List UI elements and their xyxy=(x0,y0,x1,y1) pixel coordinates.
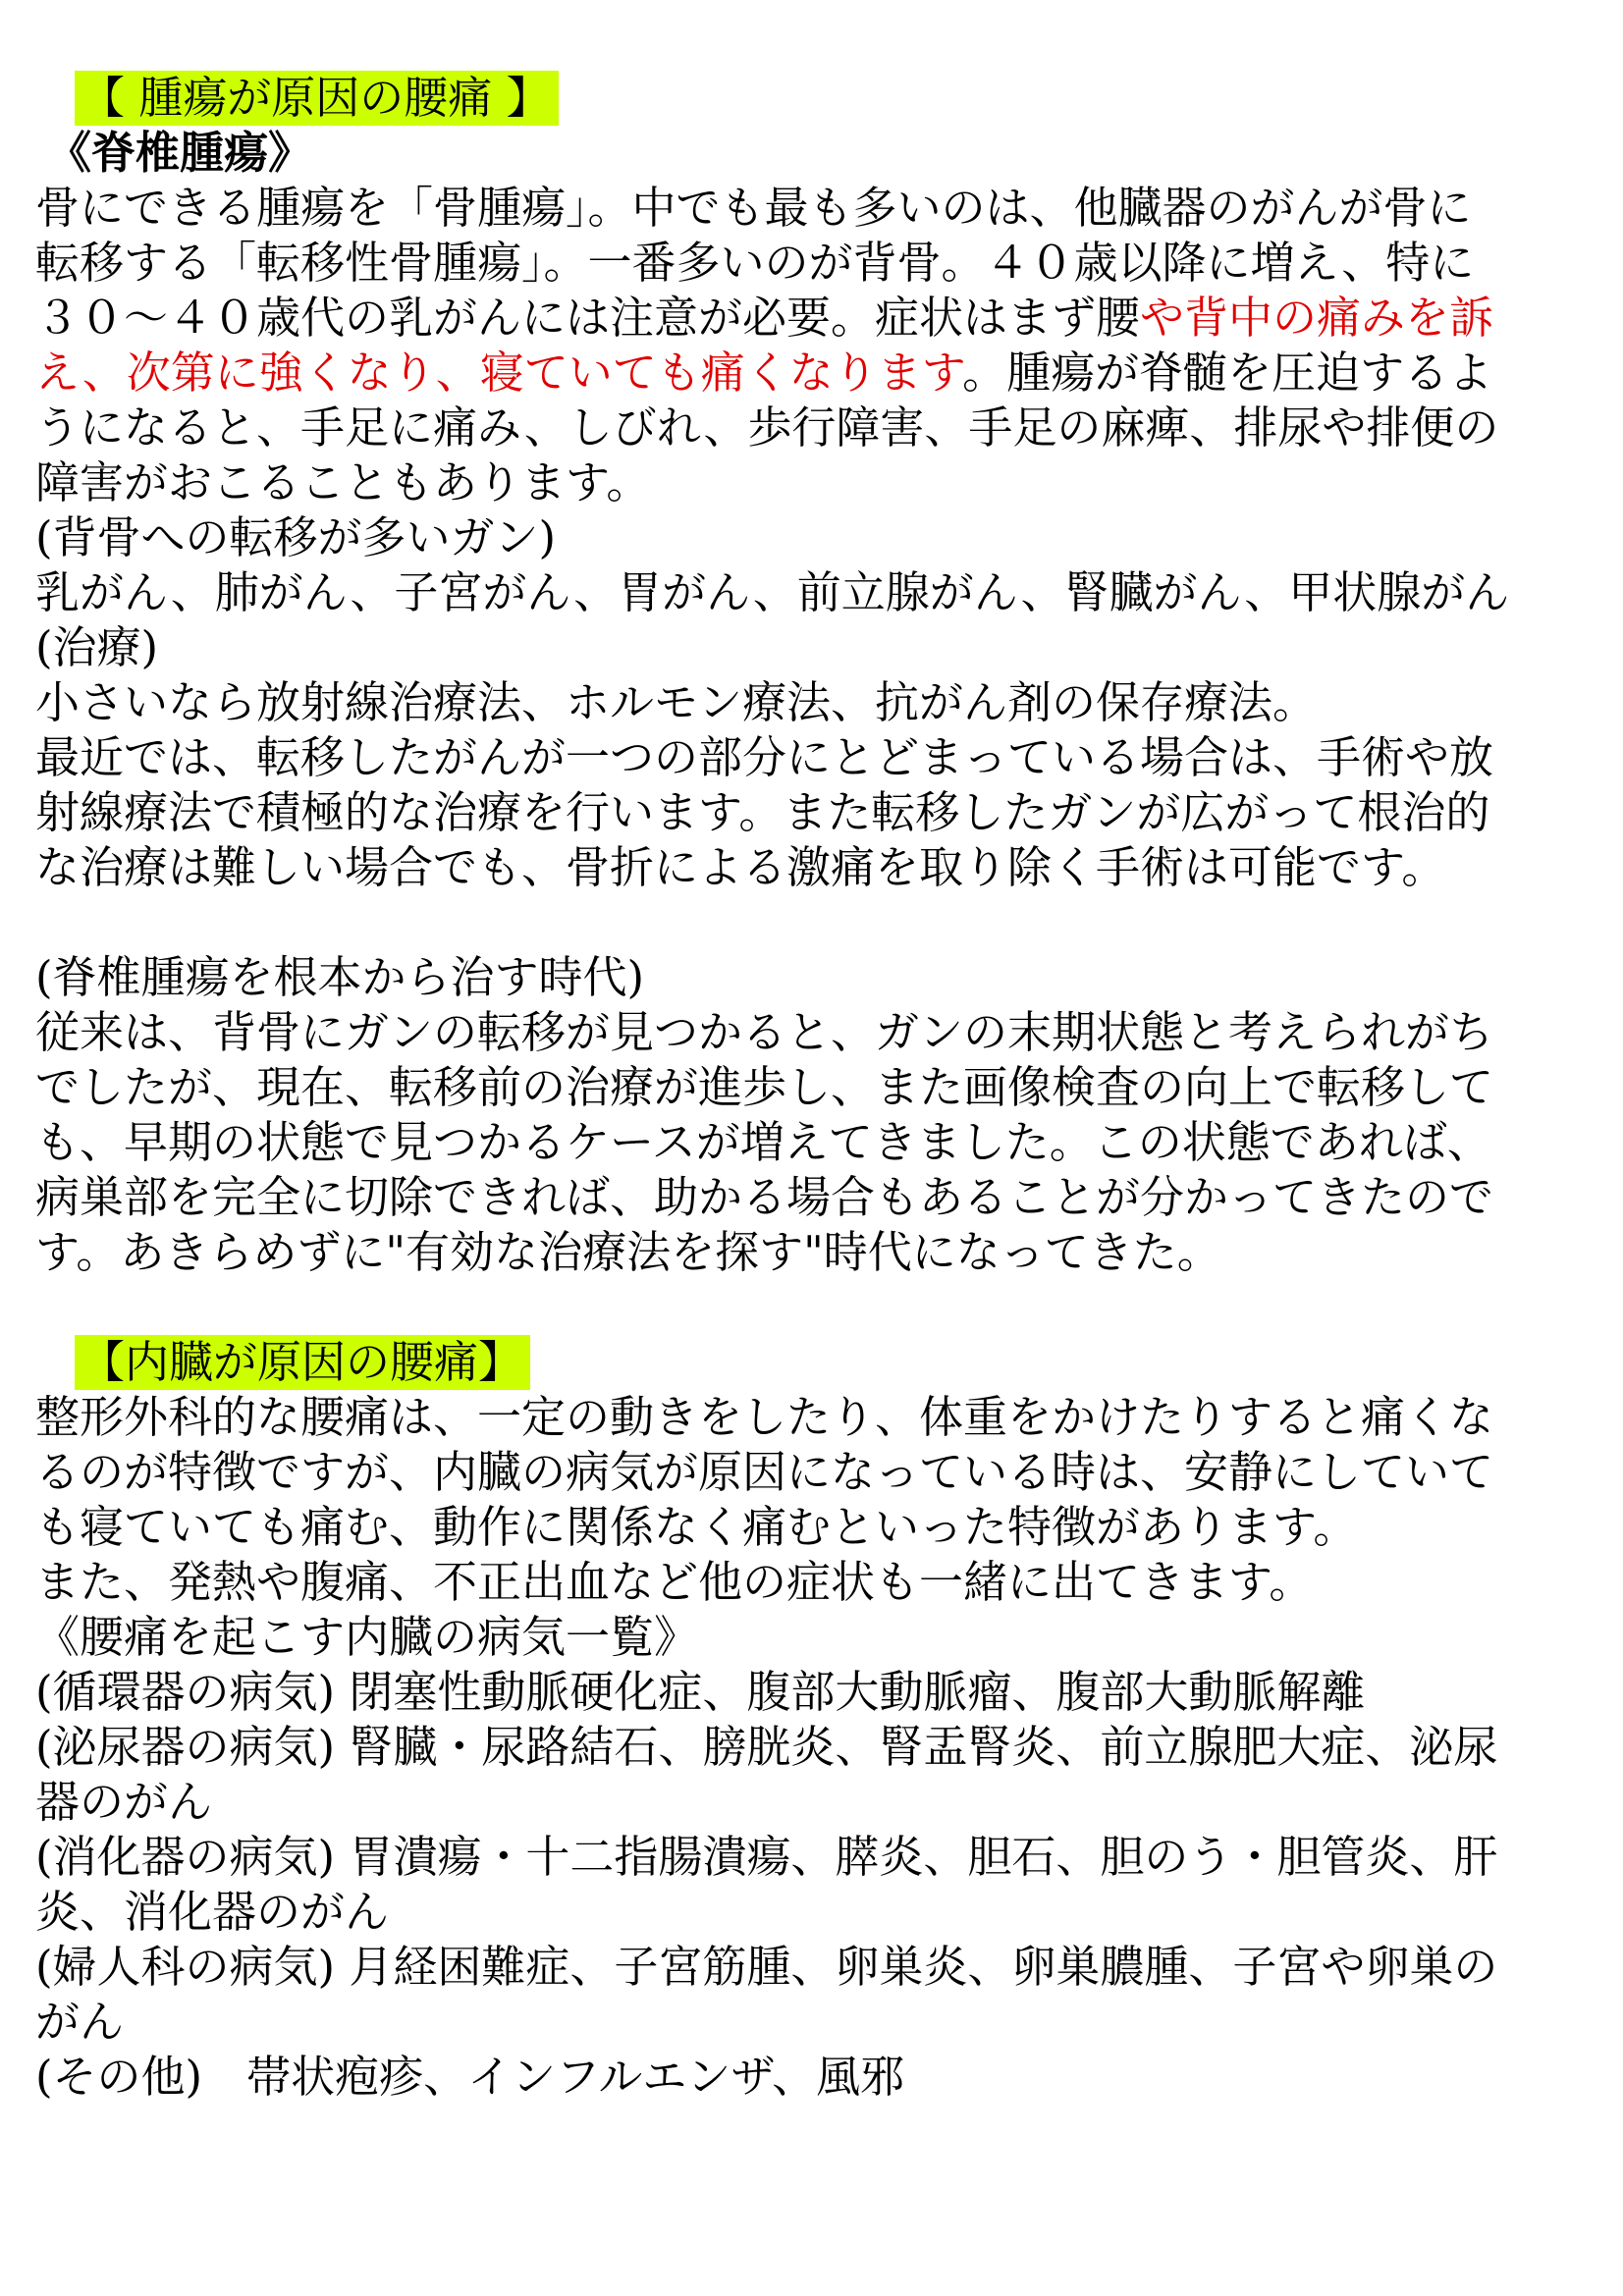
era-line: でしたが、現在、転移前の治療が進歩し、また画像検査の向上で転移して xyxy=(35,1061,1494,1113)
section1-after-line: 障害がおこることもあります。 xyxy=(35,456,651,508)
section1-heading-line xyxy=(35,71,1596,126)
section1-after-line: うになると、手足に痛み、しびれ、歩行障害、手足の麻痺、排尿や排便の xyxy=(35,401,1499,454)
section2-intro-line: るのが特徴ですが、内臓の病気が原因になっている時は、安静にしていて xyxy=(35,1446,1494,1498)
section1-subheading: 《脊椎腫瘍》 xyxy=(47,127,313,179)
disease-line: (循環器の病気) 閉塞性動脈硬化症、腹部大動脈瘤、腹部大動脈解離 xyxy=(35,1666,1366,1718)
section1-intro-line: 転移する「転移性骨腫瘍」。一番多いのが背骨。４０歳以降に増え、特に xyxy=(35,237,1475,289)
section1-line4-red-text: え、次第に強くなり、寝ていても痛くなります xyxy=(35,347,963,399)
section1-heading: 【 腫瘍が原因の腰痛 】 xyxy=(75,71,559,126)
disease-line: (泌尿器の病気) 腎臓・尿路結石、膀胱炎、腎盂腎炎、前立腺肥大症、泌尿 xyxy=(35,1721,1498,1773)
disease-line: がん xyxy=(35,1996,125,2048)
era-label: (脊椎腫瘍を根本から治す時代) xyxy=(35,951,645,1003)
era-line: 従来は、背骨にガンの転移が見つかると、ガンの末期状態と考えられがち xyxy=(35,1006,1494,1058)
era-line: も、早期の状態で見つかるケースが増えてきました。この状態であれば、 xyxy=(35,1116,1491,1168)
section1-line3-text: ３０～４０歳代の乳がんには注意が必要。症状はまず腰 xyxy=(35,292,1141,344)
era-line: す。あきらめずに"有効な治療法を探す"時代になってきた。 xyxy=(35,1226,1221,1278)
disease-line: (消化器の病気) 胃潰瘍・十二指腸潰瘍、膵炎、胆石、胆のう・胆管炎、肝 xyxy=(35,1831,1498,1883)
section2-heading-line xyxy=(35,1335,1596,1390)
section1-line3-red-text: や背中の痛みを訴 xyxy=(1140,292,1494,344)
metastasis-label: (背骨への転移が多いガン) xyxy=(35,511,557,563)
section1-line4-text: 。腫瘍が脊髄を圧迫するよ xyxy=(962,347,1493,399)
document-body xyxy=(35,71,1596,2105)
section2-intro-line: も寝ていても痛む、動作に関係なく痛むといった特徴があります。 xyxy=(35,1501,1358,1553)
metastasis-list: 乳がん、肺がん、子宮がん、胃がん、前立腺がん、腎臓がん、甲状腺がん xyxy=(35,566,1510,618)
disease-list-title: 《腰痛を起こす内臓の病気一覧》 xyxy=(35,1611,699,1663)
treatment-line: 射線療法で積極的な治療を行います。また転移したガンが広がって根治的 xyxy=(35,786,1490,838)
disease-line: 器のがん xyxy=(35,1776,213,1828)
treatment-label: (治療) xyxy=(35,621,159,673)
era-line: 病巣部を完全に切除できれば、助かる場合もあることが分かってきたので xyxy=(35,1171,1494,1223)
disease-line: (その他) 帯状疱疹、インフルエンザ、風邪 xyxy=(35,2051,905,2103)
disease-line: (婦人科の病気) 月経困難症、子宮筋腫、卵巣炎、卵巣膿腫、子宮や卵巣の xyxy=(35,1941,1498,1993)
section1-mixed-line xyxy=(35,346,1596,400)
section2-intro-line: また、発熱や腹痛、不正出血など他の症状も一緒に出てきます。 xyxy=(35,1556,1314,1608)
spacer xyxy=(35,1280,1596,1335)
disease-line: 炎、消化器のがん xyxy=(35,1886,390,1938)
treatment-line: な治療は難しい場合でも、骨折による激痛を取り除く手術は可能です。 xyxy=(35,841,1446,893)
treatment-line: 小さいなら放射線治療法、ホルモン療法、抗がん剤の保存療法。 xyxy=(35,676,1318,728)
spacer xyxy=(35,895,1596,950)
section2-intro-line: 整形外科的な腰痛は、一定の動きをしたり、体重をかけたりすると痛くな xyxy=(35,1391,1494,1443)
section1-intro-line: 骨にできる腫瘍を「骨腫瘍」。中でも最も多いのは、他臓器のがんが骨に xyxy=(35,182,1472,234)
treatment-line: 最近では、転移したがんが一つの部分にとどまっている場合は、手術や放 xyxy=(35,731,1494,783)
section2-heading: 【内臓が原因の腰痛】 xyxy=(75,1335,530,1390)
section1-mixed-line xyxy=(35,291,1596,346)
